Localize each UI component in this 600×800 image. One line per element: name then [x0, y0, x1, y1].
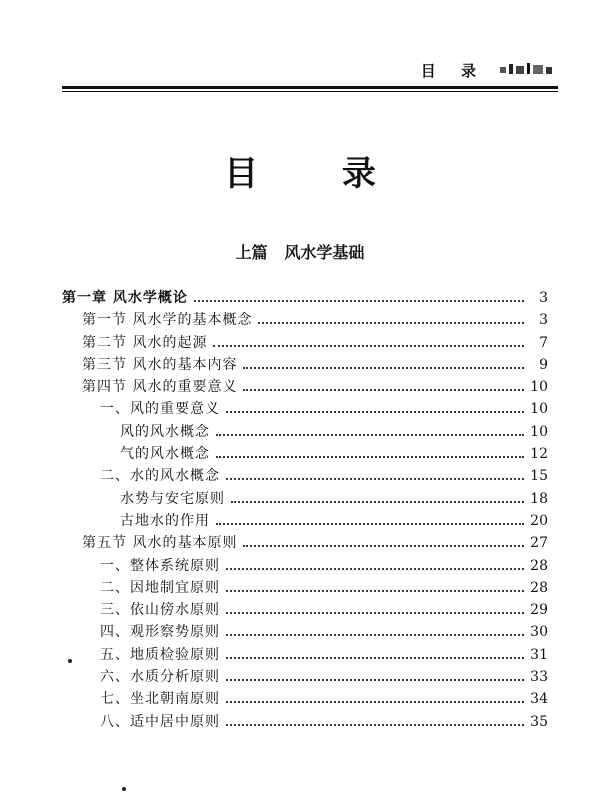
toc-entry[interactable]	[62, 421, 548, 443]
toc-entry-page-number: 30	[530, 624, 548, 641]
toc-entry[interactable]	[62, 510, 548, 532]
dot-leader	[231, 500, 524, 503]
running-header	[62, 58, 558, 84]
toc-entry-title: 六、水质分析原则	[100, 669, 220, 686]
dot-leader	[216, 455, 524, 458]
toc-entry-page-number: 3	[539, 290, 548, 306]
toc-entry-page-number: 3	[539, 312, 548, 329]
toc-entry-title: 四、观形察势原则	[100, 624, 220, 641]
toc-entry[interactable]	[62, 599, 548, 621]
toc-entry-title: 第四节 风水的重要意义	[82, 379, 238, 396]
dot-leader	[226, 678, 524, 681]
toc-entry-title: 第二节 风水的起源	[82, 334, 208, 351]
dot-leader	[213, 344, 524, 347]
toc-entry-title: 第一章 风水学概论	[62, 290, 188, 306]
toc-entry[interactable]	[62, 376, 548, 398]
toc-entry-page-number: 35	[530, 713, 548, 730]
toc-entry-title: 二、因地制宜原则	[100, 579, 220, 596]
dot-leader	[243, 388, 524, 391]
toc-entry[interactable]	[62, 398, 548, 420]
dot-leader	[258, 321, 524, 324]
toc-entry-page-number: 15	[530, 468, 548, 485]
toc-entry[interactable]	[62, 488, 548, 510]
toc-entry-title: 八、适中居中原则	[100, 713, 220, 730]
toc-entry-page-number: 20	[530, 512, 548, 529]
toc-entry-page-number: 27	[530, 535, 548, 552]
toc-entry[interactable]	[62, 577, 548, 599]
dot-leader	[216, 522, 524, 525]
toc-entry[interactable]	[62, 309, 548, 331]
header-rule-thick	[62, 86, 558, 89]
toc-entry-title: 第三节 风水的基本内容	[82, 356, 238, 373]
toc-entry-page-number: 34	[530, 691, 548, 708]
dot-leader	[226, 633, 524, 636]
toc-entry-title: 一、风的重要意义	[100, 401, 220, 418]
toc-entry-title: 一、整体系统原则	[100, 557, 220, 574]
scan-speck	[122, 787, 126, 791]
toc-entry-title: 七、坐北朝南原则	[100, 691, 220, 708]
page-title: 目 录	[224, 154, 412, 194]
dot-leader	[226, 723, 524, 726]
toc-entry-page-number: 10	[530, 423, 548, 440]
toc-entry[interactable]	[62, 465, 548, 487]
toc-entry-title: 三、依山傍水原则	[100, 602, 220, 619]
toc-entry[interactable]	[62, 332, 548, 354]
toc-entry-title: 五、地质检验原则	[100, 646, 220, 663]
toc-entry[interactable]	[62, 666, 548, 688]
dot-leader	[243, 544, 524, 547]
toc-entry[interactable]	[62, 688, 548, 710]
toc-entry[interactable]	[62, 621, 548, 643]
toc-entry-title: 第五节 风水的基本原则	[82, 535, 238, 552]
toc-entry[interactable]	[62, 555, 548, 577]
dot-leader	[226, 700, 524, 703]
toc-entry[interactable]	[62, 711, 548, 733]
header-ornament-icon	[498, 62, 556, 76]
dot-leader	[216, 433, 524, 436]
toc-entry-page-number: 28	[530, 557, 548, 574]
toc-entry-page-number: 18	[530, 490, 548, 507]
toc-entry-page-number: 31	[530, 646, 548, 663]
toc-entry-page-number: 29	[530, 602, 548, 619]
dot-leader	[226, 477, 524, 480]
toc-entry-title: 风的风水概念	[120, 423, 210, 440]
header-rule-thin	[62, 91, 558, 92]
toc-entry[interactable]	[62, 443, 548, 465]
toc-entry[interactable]	[62, 644, 548, 666]
toc-entry-page-number: 7	[539, 334, 548, 351]
toc-entry-title: 二、水的风水概念	[100, 468, 220, 485]
toc-entry-page-number: 10	[530, 379, 548, 396]
toc-entry[interactable]	[62, 287, 548, 309]
table-of-contents	[62, 287, 548, 733]
toc-entry[interactable]	[62, 354, 548, 376]
toc-entry-title: 水势与安宅原则	[120, 490, 225, 507]
dot-leader	[226, 589, 524, 592]
dot-leader	[226, 567, 524, 570]
dot-leader	[226, 611, 524, 614]
toc-entry-title: 第一节 风水学的基本概念	[82, 312, 253, 329]
toc-entry-page-number: 10	[530, 401, 548, 418]
dot-leader	[226, 410, 524, 413]
toc-entry-page-number: 9	[539, 356, 548, 373]
toc-entry-page-number: 28	[530, 579, 548, 596]
dot-leader	[226, 656, 524, 659]
part-title: 上篇 风水学基础	[235, 243, 365, 262]
toc-entry[interactable]	[62, 532, 548, 554]
dot-leader	[194, 299, 524, 302]
running-title: 目 录	[420, 62, 486, 80]
toc-entry-title: 古地水的作用	[120, 512, 210, 529]
toc-entry-title: 气的风水概念	[120, 446, 210, 463]
scan-speck	[68, 659, 72, 663]
toc-entry-page-number: 12	[530, 446, 548, 463]
toc-entry-page-number: 33	[530, 669, 548, 686]
dot-leader	[243, 366, 524, 369]
